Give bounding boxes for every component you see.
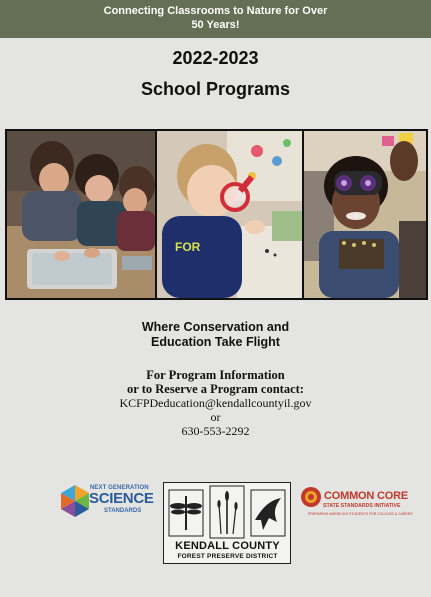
kendall-county-logo: [163, 482, 293, 566]
tagline-line-2: Education Take Flight: [151, 335, 280, 349]
svg-text:FOR: FOR: [175, 240, 201, 254]
contact-phone[interactable]: 630-553-2292: [181, 424, 250, 438]
common-core-seal-icon: [300, 486, 322, 508]
ngss-line-3: STANDARDS: [104, 508, 142, 514]
ngss-line-1: NEXT GENERATION: [90, 485, 149, 491]
tagline-line-1: Where Conservation and: [141, 320, 290, 334]
contact-email-link[interactable]: KCFPDeducation@kendallcountyil.gov: [119, 396, 312, 410]
top-banner: [0, 0, 431, 38]
kendall-name: KENDALL COUNTY: [175, 540, 280, 552]
contact-heading-2: or to Reserve a Program contact:: [127, 382, 304, 396]
common-core-line-2: STATE STANDARDS INITIATIVE: [323, 503, 401, 509]
contact-heading-1: For Program Information: [146, 368, 285, 382]
hawk-icon: [251, 490, 285, 536]
ngss-line-2: SCIENCE: [89, 490, 154, 507]
banner-line-1: Connecting Classrooms to Nature for Over: [103, 5, 328, 17]
photo-strip: [5, 129, 428, 300]
page-title: School Programs: [140, 79, 291, 99]
banner-line-2: 50 Years!: [191, 19, 240, 31]
photo-child-goggles: [304, 131, 426, 298]
ngss-logo: [58, 483, 158, 523]
ngss-mark-icon: [58, 483, 92, 519]
common-core-line-1: COMMON CORE: [324, 490, 408, 502]
photo-children-water-tray: [7, 131, 155, 298]
common-core-line-3: PREPARING AMERICA'S STUDENTS FOR COLLEGE & CAREER: [308, 512, 413, 516]
contact-or: or: [210, 410, 221, 424]
common-core-logo: [300, 482, 420, 522]
photo-boy-magnifying-glass: [157, 131, 302, 298]
page-title-year: 2022-2023: [172, 48, 259, 68]
grass-icon: [210, 486, 244, 538]
kendall-subtitle: FOREST PRESERVE DISTRICT: [177, 553, 278, 560]
dragonfly-icon: [169, 490, 203, 536]
